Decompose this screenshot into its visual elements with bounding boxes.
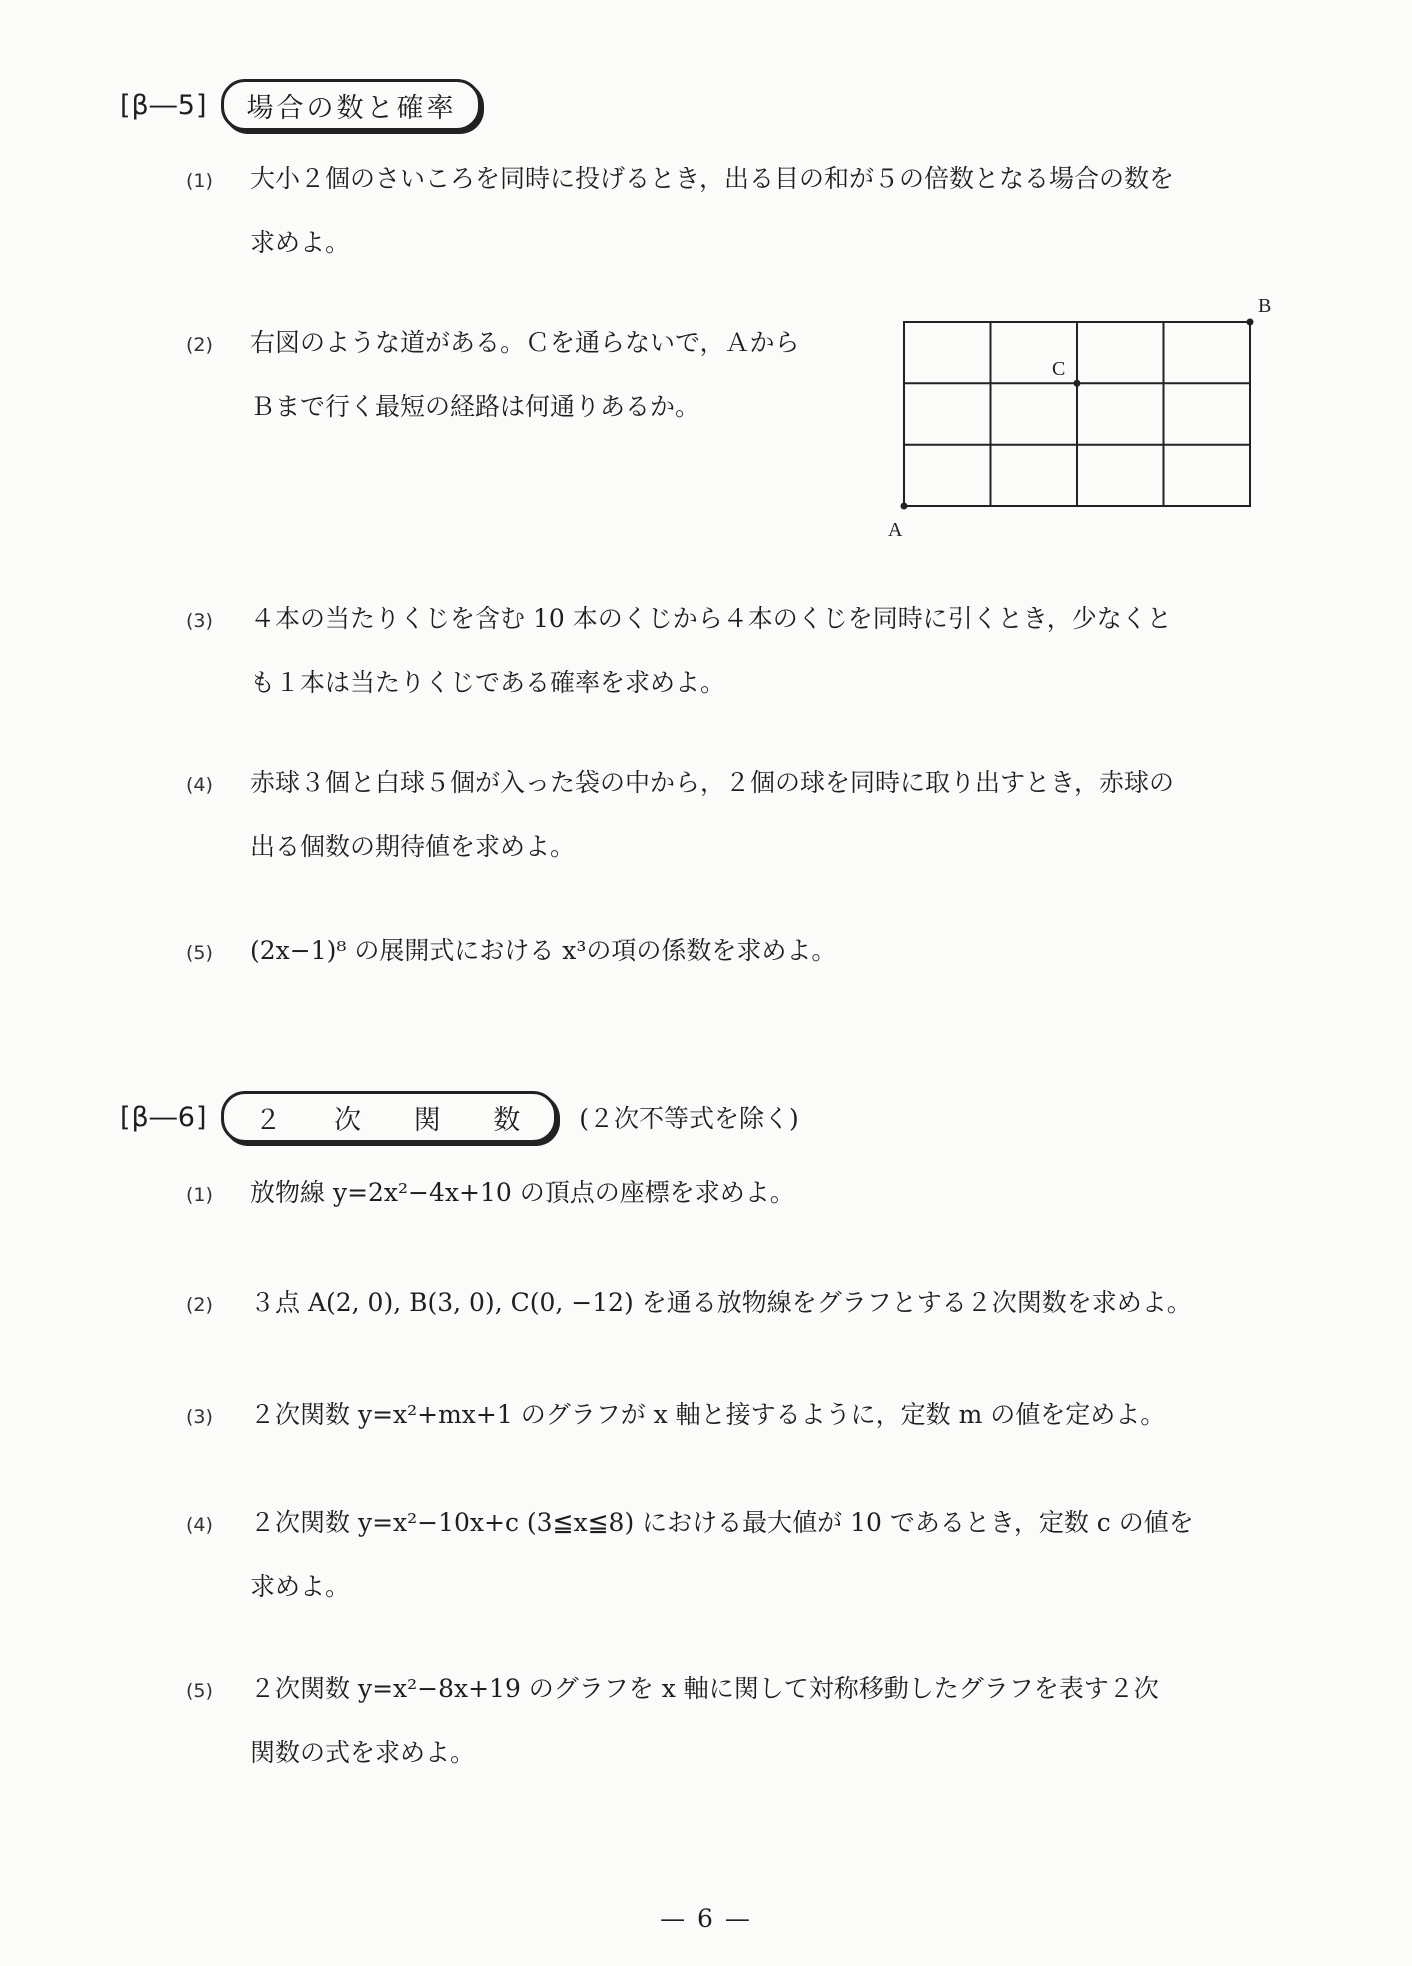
problem-number: (2)	[186, 334, 213, 356]
problem-text: ４本の当たりくじを含む 10 本のくじから４本のくじを同時に引くとき，少なくと も１本は当たりくじである確率を求めよ。	[250, 604, 1172, 697]
problem-text: ２次関数 y=x²−10x+c (3≦x≦8) における最大値が 10 であるとき，定数 c の値を 求めよ。	[250, 1508, 1194, 1601]
problem-text: ２次関数 y=x²+mx+1 のグラフが x 軸と接するように，定数 m の値を定めよ。	[250, 1400, 1166, 1429]
problem-number: (3)	[186, 1406, 213, 1428]
point-c	[1074, 380, 1081, 387]
problem-number: (2)	[186, 1294, 213, 1316]
problem-5-3	[186, 598, 1286, 715]
problem-text: (2x−1)⁸ の展開式における x³の項の係数を求めよ。	[250, 936, 837, 965]
problem-number: (5)	[186, 1680, 213, 1702]
road-grid-figure	[874, 290, 1284, 552]
problem-number: (3)	[186, 610, 213, 632]
road-grid-diagram	[874, 290, 1284, 552]
label-c: C	[1052, 358, 1066, 380]
problem-text: 放物線 y=2x²−4x+10 の頂点の座標を求めよ。	[250, 1178, 795, 1207]
problem-6-1	[186, 1172, 1286, 1225]
problem-number: (1)	[186, 170, 213, 192]
section-note: (２次不等式を除く)	[579, 1104, 799, 1133]
page-number: — 6 —	[660, 1904, 752, 1933]
problem-number: (1)	[186, 1184, 213, 1206]
problem-6-5	[186, 1668, 1286, 1785]
point-a	[901, 503, 908, 510]
section-header-beta6	[120, 1090, 799, 1144]
problem-number: (4)	[186, 1514, 213, 1536]
grid-lines	[904, 322, 1250, 506]
problem-text: 赤球３個と白球５個が入った袋の中から，２個の球を同時に取り出すとき，赤球の 出る個数の期待値を求めよ。	[250, 768, 1175, 861]
label-a: A	[888, 519, 903, 541]
problem-5-4	[186, 762, 1286, 879]
problem-5-1	[186, 158, 1286, 275]
section-header-beta5	[120, 78, 481, 132]
point-b	[1247, 319, 1254, 326]
problem-number: (5)	[186, 942, 213, 964]
problem-text: ２次関数 y=x²−8x+19 のグラフを x 軸に関して対称移動したグラフを表す２次 関数の式を求めよ。	[250, 1674, 1159, 1767]
problem-6-3	[186, 1394, 1286, 1447]
problem-text: 大小２個のさいころを同時に投げるとき，出る目の和が５の倍数となる場合の数を 求めよ。	[250, 164, 1175, 257]
problem-6-2	[186, 1282, 1286, 1335]
problem-5-5	[186, 930, 1286, 983]
section-title-badge: ２ 次 関 数	[221, 1091, 557, 1143]
section-title-badge: 場合の数と確率	[221, 79, 481, 131]
label-b: B	[1258, 295, 1272, 317]
problem-text: 右図のような道がある。Ｃを通らないで，Ａから Ｂまで行く最短の経路は何通りあるか。	[250, 328, 800, 421]
section-label: [β―5]	[120, 89, 208, 121]
problem-text: ３点 A(2, 0), B(3, 0), C(0, −12) を通る放物線をグラフとする２次関数を求めよ。	[250, 1288, 1192, 1317]
section-label: [β―6]	[120, 1101, 208, 1133]
problem-number: (4)	[186, 774, 213, 796]
problem-6-4	[186, 1502, 1286, 1619]
